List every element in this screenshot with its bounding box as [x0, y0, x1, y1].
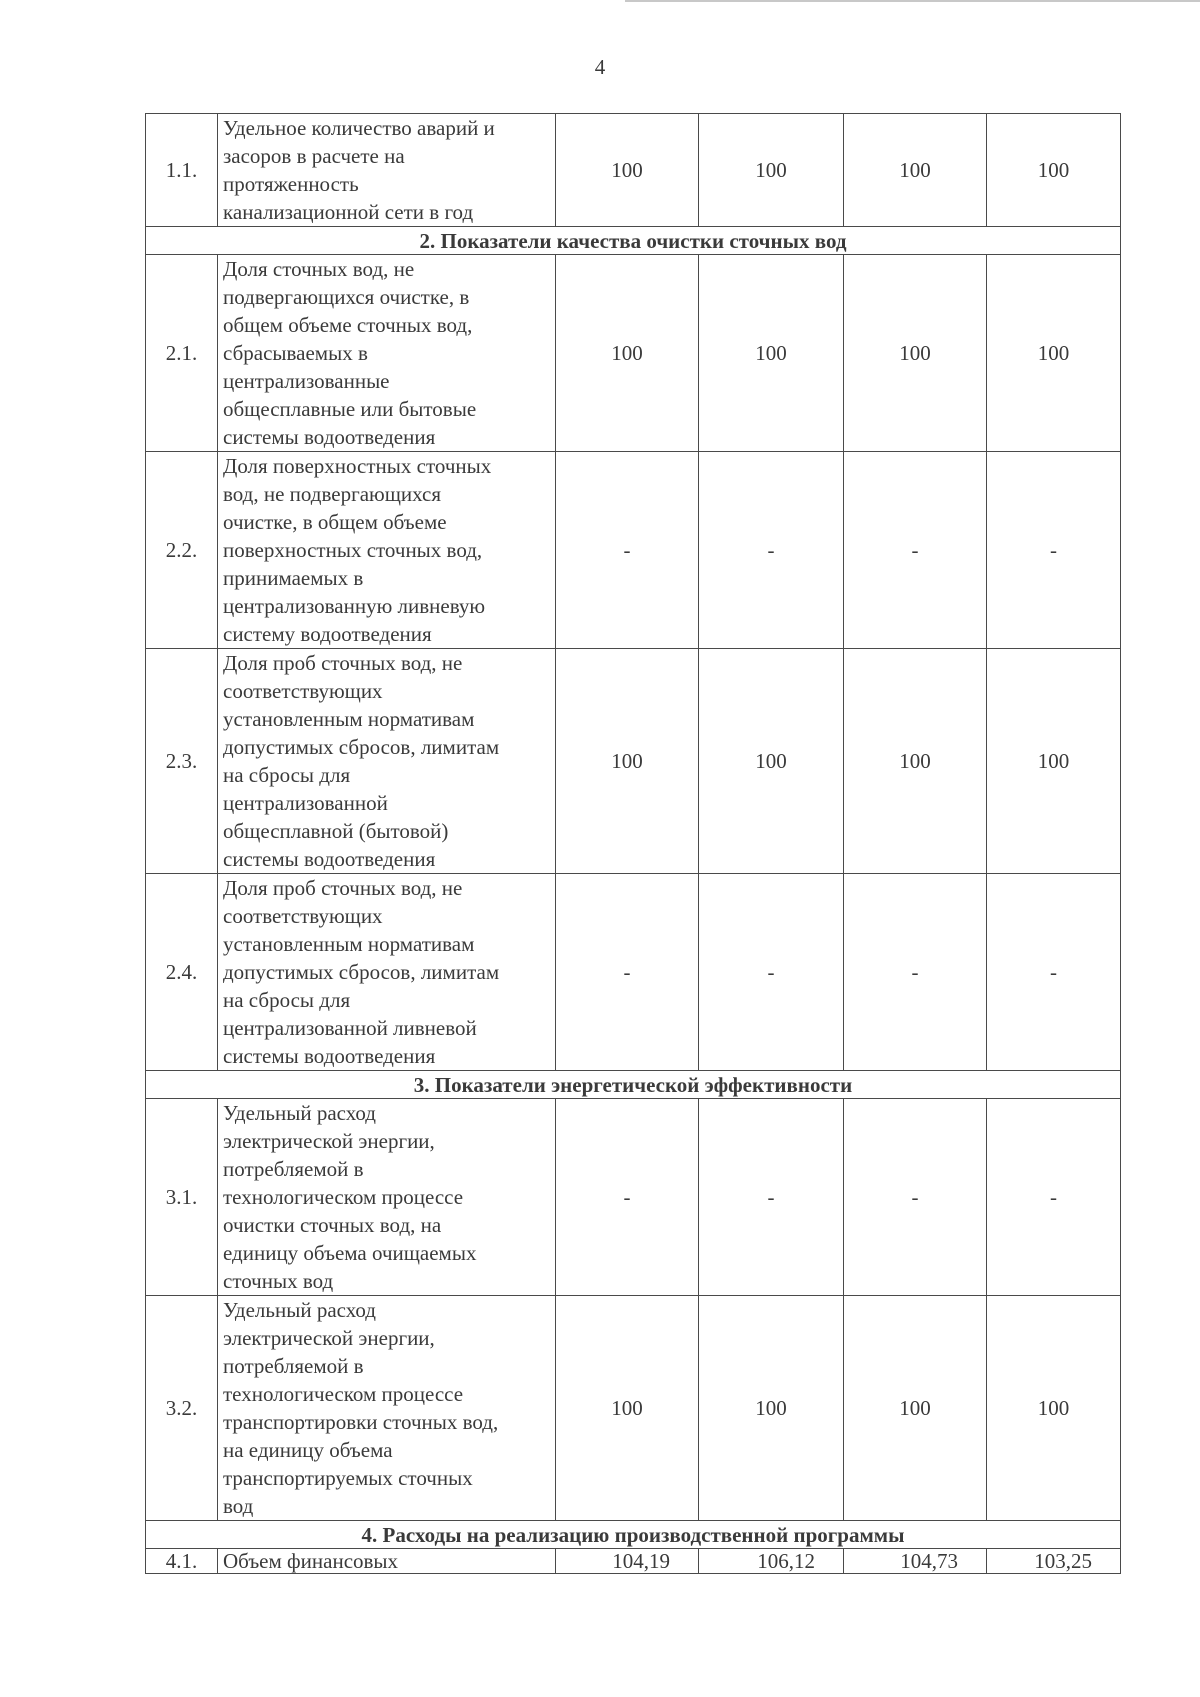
indicator-value: 100 — [987, 649, 1121, 874]
description-line: очистки сточных вод, на — [223, 1213, 442, 1237]
description-line: вод — [223, 1494, 254, 1518]
description-line: установленным нормативам — [223, 932, 475, 956]
table-row — [146, 114, 1121, 227]
row-number: 2.1. — [146, 255, 218, 452]
indicator-value: 100 — [987, 255, 1121, 452]
description-line: централизованной ливневой — [223, 1016, 477, 1040]
indicator-description — [218, 255, 556, 452]
indicator-value: 100 — [556, 649, 699, 874]
description-line: централизованной — [223, 791, 388, 815]
indicator-value: - — [556, 452, 699, 649]
table-row — [146, 452, 1121, 649]
indicator-value: - — [987, 1099, 1121, 1296]
table-row — [146, 1099, 1121, 1296]
indicator-value: 106,12 — [699, 1549, 844, 1574]
description-line: технологическом процессе — [223, 1382, 464, 1406]
section-row — [146, 1521, 1121, 1549]
description-line: Удельное количество аварий и — [223, 116, 495, 140]
section-row — [146, 227, 1121, 255]
description-line: электрической энергии, — [223, 1326, 435, 1350]
description-line: Доля проб сточных вод, не — [223, 876, 463, 900]
description-line: Объем финансовых — [223, 1549, 399, 1573]
description-line: очистке, в общем объеме — [223, 510, 447, 534]
description-line: потребляемой в — [223, 1354, 364, 1378]
description-line: общесплавной (бытовой) — [223, 819, 449, 843]
section-heading: 2. Показатели качества очистки сточных вод — [146, 227, 1121, 255]
indicator-value: 103,25 — [987, 1549, 1121, 1574]
description-line: Удельный расход — [223, 1298, 376, 1322]
indicator-value: 100 — [844, 255, 987, 452]
indicator-value: 104,19 — [556, 1549, 699, 1574]
section-heading: 3. Показатели энергетической эффективности — [146, 1071, 1121, 1099]
description-line: транспортировки сточных вод, — [223, 1410, 499, 1434]
description-line: допустимых сбросов, лимитам — [223, 960, 500, 984]
indicator-value: - — [556, 874, 699, 1071]
indicator-description — [218, 114, 556, 227]
row-number: 3.1. — [146, 1099, 218, 1296]
description-line: протяженность — [223, 172, 359, 196]
indicator-value: 100 — [844, 649, 987, 874]
description-line: соответствующих — [223, 904, 383, 928]
indicator-value: - — [699, 452, 844, 649]
page-number: 4 — [594, 55, 606, 79]
description-line: технологическом процессе — [223, 1185, 464, 1209]
indicator-value: - — [844, 874, 987, 1071]
row-number: 1.1. — [146, 114, 218, 227]
indicator-value: 100 — [699, 255, 844, 452]
table-row — [146, 649, 1121, 874]
description-line: Доля поверхностных сточных — [223, 454, 492, 478]
description-line: поверхностных сточных вод, — [223, 538, 483, 562]
row-number: 4.1. — [146, 1549, 218, 1574]
indicator-value: - — [844, 452, 987, 649]
table-row — [146, 1549, 1121, 1574]
description-line: потребляемой в — [223, 1157, 364, 1181]
indicator-value: 100 — [844, 1296, 987, 1521]
section-heading: 4. Расходы на реализацию производственной программы — [146, 1521, 1121, 1549]
indicator-value: 100 — [556, 114, 699, 227]
description-line: централизованную ливневую — [223, 594, 486, 618]
indicator-description — [218, 1549, 556, 1574]
description-line: Доля сточных вод, не — [223, 257, 415, 281]
description-line: общесплавные или бытовые — [223, 397, 477, 421]
description-line: системы водоотведения — [223, 425, 436, 449]
description-line: подвергающихся очистке, в — [223, 285, 470, 309]
description-line: Доля проб сточных вод, не — [223, 651, 463, 675]
description-line: допустимых сбросов, лимитам — [223, 735, 500, 759]
indicator-value: 100 — [699, 1296, 844, 1521]
description-line: сточных вод — [223, 1269, 334, 1293]
indicator-value: - — [699, 1099, 844, 1296]
section-row — [146, 1071, 1121, 1099]
row-number: 2.3. — [146, 649, 218, 874]
description-line: соответствующих — [223, 679, 383, 703]
indicator-value: - — [844, 1099, 987, 1296]
indicators-table — [145, 113, 1121, 1574]
row-number: 3.2. — [146, 1296, 218, 1521]
description-line: Удельный расход — [223, 1101, 376, 1125]
description-line: централизованные — [223, 369, 390, 393]
indicator-value: 104,73 — [844, 1549, 987, 1574]
description-line: на сбросы для — [223, 988, 351, 1012]
indicator-value: 100 — [699, 114, 844, 227]
description-line: засоров в расчете на — [223, 144, 405, 168]
description-line: общем объеме сточных вод, — [223, 313, 473, 337]
indicator-value: 100 — [844, 114, 987, 227]
description-line: электрической энергии, — [223, 1129, 435, 1153]
table-row — [146, 1296, 1121, 1521]
description-line: канализационной сети в год — [223, 200, 474, 224]
indicator-value: 100 — [556, 255, 699, 452]
description-line: системы водоотведения — [223, 847, 436, 871]
indicator-value: - — [556, 1099, 699, 1296]
description-line: сбрасываемых в — [223, 341, 368, 365]
indicator-description — [218, 452, 556, 649]
indicator-description — [218, 1296, 556, 1521]
table-row — [146, 255, 1121, 452]
table-row — [146, 874, 1121, 1071]
scan-edge-mark — [625, 0, 1200, 8]
indicator-value: - — [699, 874, 844, 1071]
description-line: установленным нормативам — [223, 707, 475, 731]
indicator-value: - — [987, 874, 1121, 1071]
indicator-description — [218, 649, 556, 874]
description-line: на единицу объема — [223, 1438, 393, 1462]
description-line: систему водоотведения — [223, 622, 432, 646]
indicator-value: 100 — [556, 1296, 699, 1521]
description-line: системы водоотведения — [223, 1044, 436, 1068]
indicator-description — [218, 1099, 556, 1296]
description-line: на сбросы для — [223, 763, 351, 787]
indicator-value: 100 — [987, 1296, 1121, 1521]
indicator-description — [218, 874, 556, 1071]
row-number: 2.4. — [146, 874, 218, 1071]
description-line: принимаемых в — [223, 566, 364, 590]
description-line: транспортируемых сточных — [223, 1466, 473, 1490]
description-line: единицу объема очищаемых — [223, 1241, 477, 1265]
indicator-value: - — [987, 452, 1121, 649]
row-number: 2.2. — [146, 452, 218, 649]
description-line: вод, не подвергающихся — [223, 482, 441, 506]
indicator-value: 100 — [987, 114, 1121, 227]
indicator-value: 100 — [699, 649, 844, 874]
